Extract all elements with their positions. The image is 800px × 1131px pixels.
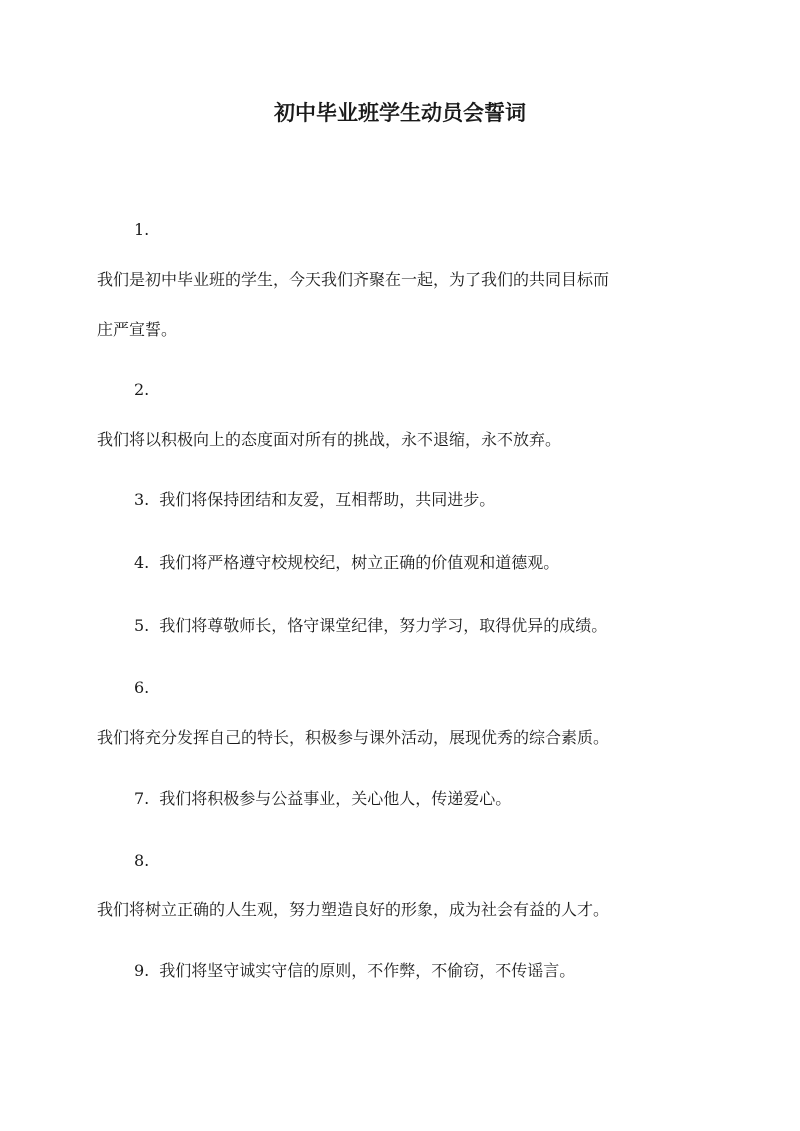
item-8-line-1: 我们将树立正确的人生观，努力塑造良好的形象，成为社会有益的人才。 (97, 900, 610, 919)
item-5-text: 我们将尊敬师长，恪守课堂纪律，努力学习，取得优异的成绩。 (159, 616, 608, 635)
item-number-1: 1. (134, 220, 150, 239)
item-9 (134, 959, 575, 983)
item-1-line-1: 我们是初中毕业班的学生，今天我们齐聚在一起，为了我们的共同目标而 (97, 270, 610, 289)
item-4-text: 我们将严格遵守校规校纪，树立正确的价值观和道德观。 (159, 553, 560, 572)
item-number-9: 9. (134, 961, 150, 980)
item-7-text: 我们将积极参与公益事业，关心他人，传递爱心。 (159, 789, 512, 808)
item-number-4: 4. (134, 553, 150, 572)
item-3 (134, 488, 495, 512)
item-7 (134, 787, 511, 811)
item-2-line-1: 我们将以积极向上的态度面对所有的挑战，永不退缩，永不放弃。 (97, 430, 562, 449)
item-6-line-1: 我们将充分发挥自己的特长，积极参与课外活动，展现优秀的综合素质。 (97, 728, 610, 747)
item-1-line-2: 庄严宣誓。 (97, 320, 178, 339)
item-number-8: 8. (134, 851, 150, 870)
item-5 (134, 614, 607, 638)
item-3-text: 我们将保持团结和友爱，互相帮助，共同进步。 (159, 490, 496, 509)
item-number-7: 7. (134, 789, 150, 808)
item-number-2: 2. (134, 380, 150, 399)
item-number-5: 5. (134, 616, 150, 635)
item-number-6: 6. (134, 678, 150, 697)
item-4 (134, 551, 559, 575)
item-9-text: 我们将坚守诚实守信的原则，不作弊，不偷窃，不传谣言。 (159, 961, 576, 980)
item-number-3: 3. (134, 490, 150, 509)
document-title: 初中毕业班学生动员会誓词 (274, 100, 526, 125)
